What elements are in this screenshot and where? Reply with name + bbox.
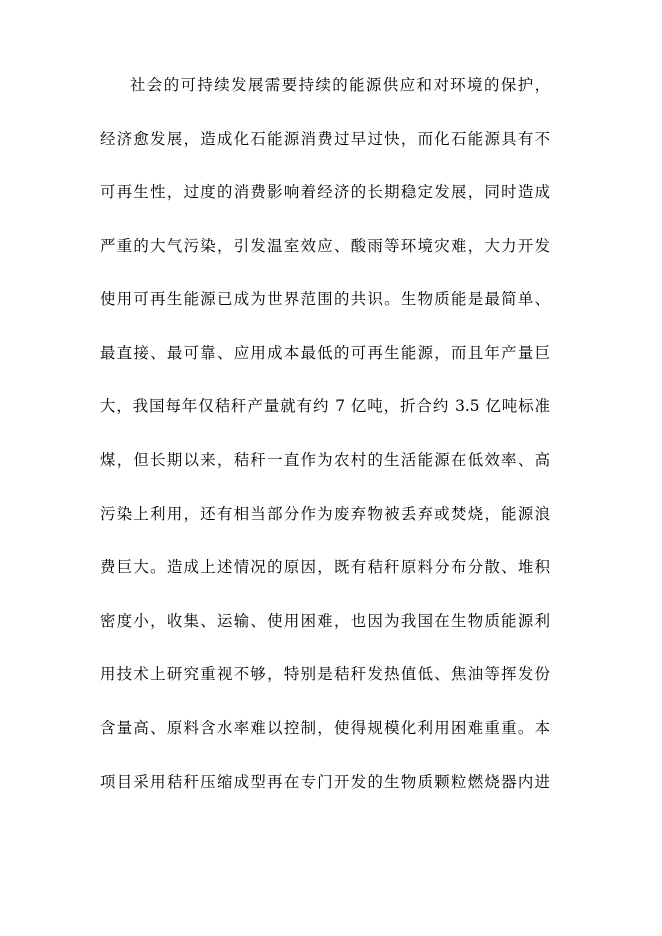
text-line: 使用可再生能源已成为世界范围的共识。生物质能是最简单、 xyxy=(100,290,550,309)
text-line: 密度小，收集、运输、使用困难，也因为我国在生物质能源利 xyxy=(100,611,550,630)
body-paragraph xyxy=(100,78,550,828)
text-line: 最直接、最可靠、应用成本最低的可再生能源，而且年产量巨 xyxy=(100,343,550,362)
text-line: 用技术上研究重视不够，特别是秸秆发热值低、焦油等挥发份 xyxy=(100,665,550,684)
text-line: 含量高、原料含水率难以控制，使得规模化利用困难重重。本 xyxy=(100,718,550,737)
text-line: 费巨大。造成上述情况的原因，既有秸秆原料分布分散、堆积 xyxy=(100,558,550,577)
text-line: 污染上利用，还有相当部分作为废弃物被丢弃或焚烧，能源浪 xyxy=(100,504,550,523)
text-line: 社会的可持续发展需要持续的能源供应和对环境的保护， xyxy=(130,76,550,94)
text-line: 可再生性，过度的消费影响着经济的长期稳定发展，同时造成 xyxy=(100,183,550,202)
text-line: 严重的大气污染，引发温室效应、酸雨等环境灾难，大力开发 xyxy=(100,236,550,255)
text-line: 煤，但长期以来，秸秆一直作为农村的生活能源在低效率、高 xyxy=(100,451,550,470)
text-line: 经济愈发展，造成化石能源消费过早过快，而化石能源具有不 xyxy=(100,129,550,148)
text-line: 项目采用秸秆压缩成型再在专门开发的生物质颗粒燃烧器内进 xyxy=(100,772,550,791)
text-line: 大，我国每年仅秸秆产量就有约 7 亿吨，折合约 3.5 亿吨标准 xyxy=(100,397,550,416)
